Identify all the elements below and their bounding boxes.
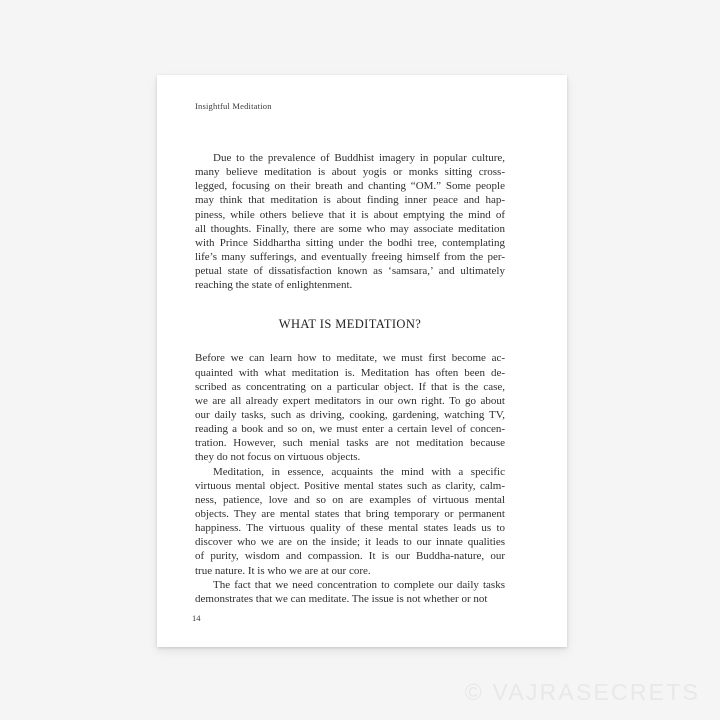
- text-column: [195, 151, 505, 606]
- text-line: all thoughts. Finally, there are some who may associate meditation: [195, 222, 505, 235]
- paragraph-intro-imagery: [195, 151, 505, 292]
- text-line: they do not focus on virtuous objects.: [195, 451, 361, 464]
- text-line: our daily tasks, such as driving, cooking, gardening, watching TV,: [195, 408, 505, 421]
- text-line: piness, while others believe that it is about emptying the mind of: [195, 208, 505, 221]
- text-line: Meditation, in essence, acquaints the mind with a specific: [213, 465, 505, 478]
- text-line: ness, patience, love and so on are examples of virtuous mental: [195, 493, 505, 506]
- text-line: with Prince Siddhartha sitting under the bodhi tree, contemplating: [195, 236, 505, 249]
- text-line: true nature. It is who we are at our core.: [195, 564, 371, 577]
- text-line: happiness. The virtuous quality of these mental states leads us to: [195, 522, 505, 535]
- text-line: The fact that we need concentration to complete our daily tasks: [213, 578, 505, 591]
- text-line: of purity, wisdom and compassion. It is our Buddha-nature, our: [195, 550, 505, 563]
- text-line: reaching the state of enlightenment.: [195, 279, 353, 292]
- page-number: 14: [192, 613, 201, 623]
- text-line: Before we can learn how to meditate, we must first become ac-: [195, 352, 505, 365]
- text-line: life’s many sufferings, and eventually freeing himself from the per-: [195, 250, 505, 263]
- running-header: Insightful Meditation: [195, 101, 272, 111]
- text-line: quainted with what meditation is. Meditation has often been de-: [195, 366, 505, 379]
- text-line: legged, focusing on their breath and chanting “OM.” Some people: [195, 180, 505, 193]
- text-line: objects. They are mental states that bring temporary or permanent: [195, 507, 505, 520]
- text-line: reading a book and so on, we must enter a certain level of concen-: [195, 423, 505, 436]
- section-heading: WHAT IS MEDITATION?: [278, 317, 422, 332]
- text-line: may think that meditation is about finding inner peace and hap-: [195, 194, 505, 207]
- text-line: demonstrates that we can meditate. The issue is not whether or not: [195, 592, 488, 605]
- text-line: tration. However, such menial tasks are not meditation because: [195, 437, 505, 450]
- text-line: virtuous mental object. Positive mental states such as clarity, calm-: [195, 479, 505, 492]
- text-line: discover who we are on the inside; it leads to our innate qualities: [195, 536, 505, 549]
- paragraph-before-we-learn: [195, 351, 505, 464]
- paragraph-fact-concentration: [195, 578, 505, 606]
- text-line: scribed as concentrating on a particular object. If that is the case,: [195, 380, 505, 393]
- paragraph-meditation-in-essence: [195, 465, 505, 578]
- text-line: petual state of dissatisfaction known as ‘samsara,’ and ultimately: [195, 265, 505, 278]
- text-line: we are all already expert meditators in our own right. To go about: [195, 394, 505, 407]
- book-page: [157, 75, 567, 647]
- text-line: Due to the prevalence of Buddhist imagery in popular culture,: [213, 152, 505, 164]
- watermark-vajrasecrets: © VAJRASECRETS: [464, 679, 700, 705]
- text-line: many believe meditation is about yogis or monks sitting cross-: [195, 166, 505, 179]
